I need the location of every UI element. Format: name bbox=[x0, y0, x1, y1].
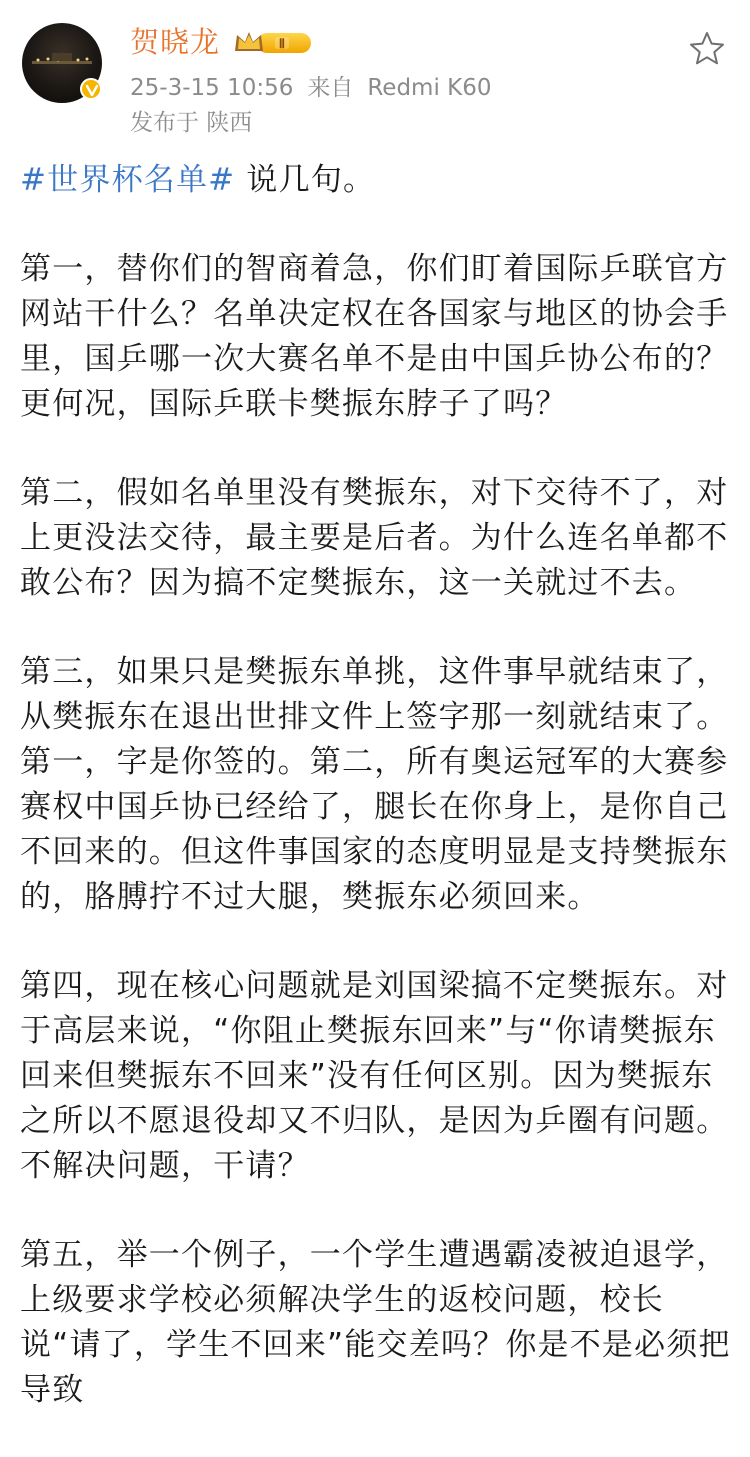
post-location: 发布于 陕西 bbox=[130, 110, 253, 136]
paragraph-5: 第五，举一个例子，一个学生遭遇霸凌被迫退学，上级要求学校必须解决学生的返校问题，校长说“请了，学生不回来”能交差吗？你是不是必须把导致 bbox=[20, 1237, 731, 1408]
paragraph-1: 第一，替你们的智商着急，你们盯着国际乒联官方网站干什么？名单决定权在各国家与地区的协会手里，国乒哪一次大赛名单不是由中国乒协公布的？更何况，国际乒联卡樊振东脖子了吗？ bbox=[20, 251, 729, 422]
paragraph-2: 第二，假如名单里没有樊振东，对下交待不了，对上更没法交待，最主要是后者。为什么连名单都不敢公布？因为搞不定樊振东，这一关就过不去。 bbox=[20, 475, 729, 601]
post-timestamp: 25-3-15 10:56 bbox=[130, 75, 294, 101]
star-outline-icon[interactable] bbox=[688, 30, 726, 68]
crown-badge-icon[interactable] bbox=[233, 29, 315, 57]
source-prefix: 来自 bbox=[307, 75, 354, 101]
post-intro bbox=[20, 158, 732, 203]
post-content bbox=[20, 158, 732, 1457]
source-device[interactable]: Redmi K60 bbox=[367, 75, 492, 101]
hashtag-link[interactable]: #世界杯名单# bbox=[20, 162, 236, 198]
avatar-image-icon bbox=[32, 53, 92, 73]
verified-v-icon bbox=[80, 78, 102, 100]
paragraph-4: 第四，现在核心问题就是刘国梁搞不定樊振东。对于高层来说，“你阻止樊振东回来”与“你请樊振东回来但樊振东不回来”没有任何区别。因为樊振东之所以不愿退役却又不归队，是因为乒圈有问题。不解决问题，干请？ bbox=[20, 968, 729, 1184]
username[interactable]: 贺晓龙 bbox=[130, 25, 221, 59]
post-meta bbox=[130, 72, 492, 104]
paragraph-3: 第三，如果只是樊振东单挑，这件事早就结束了，从樊振东在退出世排文件上签字那一刻就结束了。第一，字是你签的。第二，所有奥运冠军的大赛参赛权中国乒协已经给了，腿长在你身上，是你自己不回来的。但这件事国家的态度明显是支持樊振东的，胳膊拧不过大腿，樊振东必须回来。 bbox=[20, 654, 729, 915]
svg-text:Ⅱ: Ⅱ bbox=[278, 36, 286, 51]
intro-text: 说几句。 bbox=[235, 162, 376, 198]
